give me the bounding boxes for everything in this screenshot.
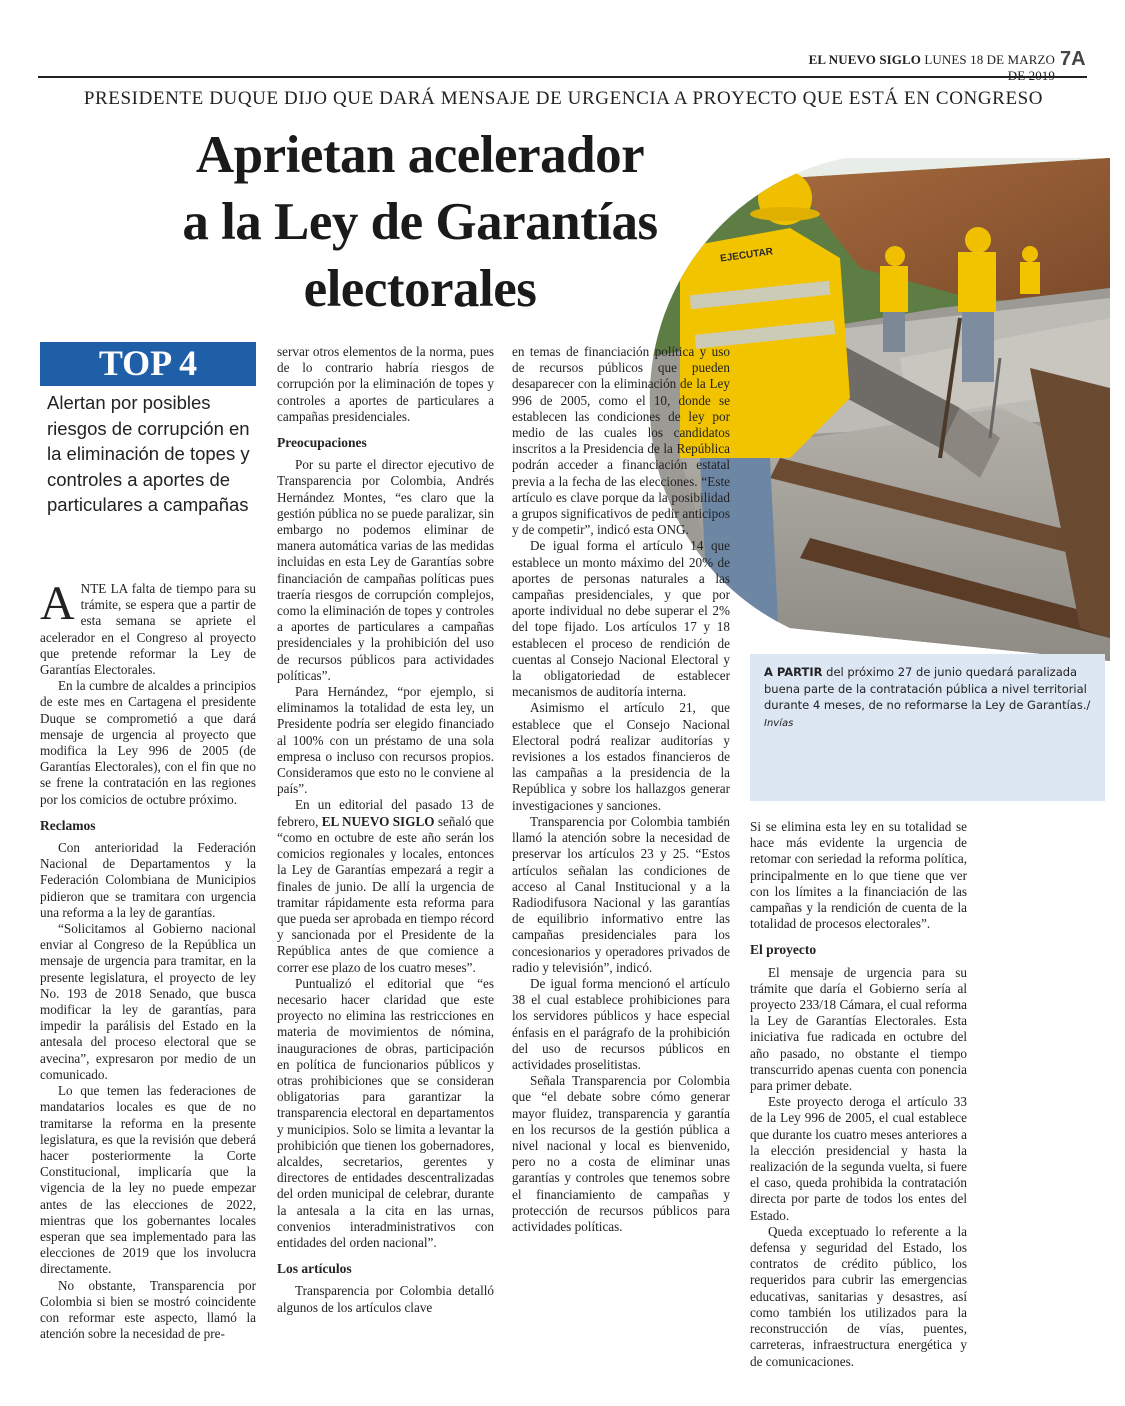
paragraph: Lo que temen las federaciones de mandatarios locales es que de no tramitarse la reforma en la presente legislatura, es que la revisión que deberá hacer posteriormente la Corte Constitucional, implicaría que la vigencia de la ley no puede empezar antes de las elecciones de 2022, mientras que los gobernantes locales esperan que sea implementado para las elecciones de 2019 que los involucra directamente. [40,1083,256,1277]
paragraph: Señala Transparencia por Colombia que “el debate sobre cómo generar mayor fluidez, transparencia y garantía en los recursos de la gestión pública a nivel nacional y local es bienvenido, pero no a costa de eliminar unas garantías y controles que tenemos sobre el financiamiento de campañas y protección de recursos públicos para actividades políticas. [512,1073,730,1234]
headline-line-1: Aprietan acelerador [195,126,645,184]
caption-body: del próximo 27 de junio quedará paralizada buena parte de la contratación pública a nivel territorial durante 4 meses, de no reformarse la Ley de Garantías./ [764,665,1091,712]
paragraph: Queda exceptuado lo referente a la defensa y seguridad del Estado, los contratos de crédito público, los requeridos para cubrir las emergencias educativas, sanitarias y desastres, así como también los utilizados para la reconstrucción de vías, puentes, carreteras, infraestructura energética y de comunicaciones. [750,1223,967,1369]
kicker: PRESIDENTE DUQUE DIJO QUE DARÁ MENSAJE DE URGENCIA A PROYECTO QUE ESTÁ EN CONGRESO [83,88,1044,109]
subheading-preocupaciones: Preocupaciones [277,435,367,451]
paragraph: Para Hernández, “por ejemplo, si eliminamos la totalidad de esta ley, un Presidente podría ser elegido financiado al 100% con un préstamo de una sola empresa o incluso con recursos propios. Consideramos que esto no le conviene al país”. [277,684,494,797]
lead-words: NTE LA [80,581,128,596]
article-column-2 [277,344,494,1316]
page-number: 7A [1060,48,1086,70]
subheading-reclamos: Reclamos [40,817,96,833]
issue-date: LUNES 18 DE MARZO [924,52,1055,67]
paragraph: No obstante, Transparencia por Colombia si bien se mostró coincidente con reformar este aspecto, llamó la atención sobre la necesidad de pre- [40,1277,256,1342]
paragraph [40,577,256,678]
top4-rule [40,384,256,386]
header-rule [38,76,1087,78]
article-column-3 [512,344,730,1235]
page-header [790,52,1055,84]
paragraph: servar otros elementos de la norma, pues de lo contrario habría riesgos de corrupción por la eliminación de topes y controles a aportes de particulares a campañas presidenciales. [277,344,494,424]
paragraph: En la cumbre de alcaldes a principios de este mes en Cartagena el presidente Duque se comprometió a que dará mensaje de urgencia al proyecto que modifica la Ley 996 de 2005 (de Garantías Electorales), con el fin que no se frene la contratación en las regiones por los comicios de octubre próximo. [40,678,256,807]
paragraph [277,797,494,975]
paragraph: Este proyecto deroga el artículo 33 de la Ley 996 de 2005, el cual establece que durante los cuatro meses anteriores a la elección presidencial y hasta la realización de la segunda vuelta, si fuere el caso, queda prohibida la contratación directa por parte de todos los entes del Estado. [750,1094,967,1223]
top4-summary: Alertan por posibles riesgos de corrupción en la eliminación de topes y controles a aportes de particulares a campañas [47,392,250,515]
headline-line-3: electorales [303,260,537,318]
article-column-1 [40,577,256,1342]
paragraph-text: señaló que “como en octubre de este año serán los comicios regionales y locales, entonces la Ley de Garantías empezará a regir a finales de junio. De allí la urgencia de tramitar rápidamente esta reforma para que pueda ser aprobada en tiempo récord y sancionada por el Presidente de la República antes de que comience a correr ese plazo de los cuatro meses”. [277,813,494,975]
paragraph: El mensaje de urgencia para su trámite que daría el Gobierno sería al proyecto 233/18 Cámara, el cual reforma la Ley de Garantías Electorales. Esta iniciativa fue radicada en octubre del año pasado, no obstante el tiempo transcurrido apenas cuenta con ponencia para primer debate. [750,964,967,1094]
paragraph: en temas de financiación política y uso de recursos públicos que pueden desaparecer con la eliminación de la Ley 996 de 2005, como el 10, donde se establecen las condiciones de ley por medio de las cuales los candidatos inscritos a la Presidencia de la República podrán acceder a financiación estatal previa a la fecha de las elecciones. “Este artículo es clave porque da la posibilidad a grupos significativos de pedir anticipos y de competir”, indicó esta ONG. [512,344,730,538]
paragraph: De igual forma el artículo 14 que establece un monto máximo del 20% de aportes de personas naturales a las campañas presidenciales, y que por aporte individual no debe superar el 2% del tope fijado. Los artículos 17 y 18 establecen el proceso de rendición de cuentas al Consejo Nacional Electoral y la obligatoriedad de establecer mecanismos de auditoría interna. [512,538,730,700]
subheading-los-articulos: Los artículos [277,1261,352,1277]
vest-text: EJECUTAR [719,246,774,265]
paragraph: Puntualizó el editorial que “es necesario hacer claridad que este proyecto no elimina las restricciones en materia de movimientos de nómina, inauguraciones de obras, participación en política de funcionarios públicos y otras prohibiciones que se consideran obligatorias para garantizar la transparencia electoral en departamentos y municipios. Solo se limita a levantar la prohibición que tienen los gobernadores, alcaldes, secretarios, gerentes y directores de entidades descentralizadas del orden municipal de celebrar, durante la antesala a la cita en las urnas, convenios interadministrativos con entidades del orden nacional”. [277,975,494,1250]
paragraph: Transparencia por Colombia detalló algunos de los artículos clave [277,1283,494,1315]
paragraph: Por su parte el director ejecutivo de Transparencia por Colombia, Andrés Hernández Montes, “es claro que la gestión pública no se puede paralizar, sin embargo no podemos eliminar de manera automática varias de las medidas incluidas en esta Ley de Garantías sobre financiación de campañas políticas pues traería riesgos de corrupción complejos, como la eliminación de topes y controles a aportes de particulares a campañas presidenciales y la prohibición del uso de recursos públicos para actividades políticas”. [277,457,494,683]
subheading-el-proyecto: El proyecto [750,942,817,958]
drop-cap: A [40,577,75,630]
article-column-4 [750,819,967,1370]
caption-lead: A PARTIR [764,665,823,679]
paragraph-text: falta de tiempo para su trámite, se espera que a partir de esta semana se apriete el acelerador en el Congreso al proyecto que pretende reformar la Ley de Garantías Electorales. [40,581,256,678]
paragraph-text: En un editorial del pasado 13 de febrero, [277,797,494,829]
paragraph: Transparencia por Colombia también llamó la atención sobre la necesidad de preservar los artículos 23 y 25. “Estos artículos señalan las condiciones de acceso al Canal Institucional y a la Radiodifusora Nacional y las garantías de equilibrio informativo entre las campañas presidenciales para los concesionarios y operadores privados de radio y televisión”, indicó. [512,813,730,975]
caption-credit: Invías [764,717,794,729]
paragraph: Asimismo el artículo 21, que establece que el Consejo Nacional Electoral podrá realizar auditorías y revisiones a los estados financieros de las campañas a la presidencia de la República y sobre los hallazgos generar investigaciones y sanciones. [512,700,730,813]
newspaper-name: EL NUEVO SIGLO [808,52,922,67]
paragraph: “Solicitamos al Gobierno nacional enviar al Congreso de la República un mensaje de urgencia para tramitar, en la presente legislatura, el proyecto de ley No. 193 de 2018 Senado, que busca modificar la ley de garantías, para impedir la parálisis del Estado en la antesala del proceso electoral que se avecina”, expresaron por medio de un comunicado. [40,921,256,1082]
photo-caption [764,664,1094,732]
paragraph: Si se elimina esta ley en su totalidad se hace más evidente la urgencia de retomar con seriedad la reforma política, principalmente en lo que tiene que ver con los límites a la financiación de las campañas y la rendición de cuenta de la totalidad de procesos electorales”. [750,819,967,932]
headline-line-2: a la Ley de Garantías [182,193,658,251]
paragraph: Con anterioridad la Federación Nacional de Departamentos y la Federación Colombiana de Municipios pidieron que se tramitara con urgencia una reforma a la ley de garantías. [40,840,256,920]
paragraph: De igual forma mencionó el artículo 38 el cual establece prohibiciones para los servidores públicos y hace especial énfasis en el parágrafo de la prohibición del uso de recursos públicos en actividades proselitistas. [512,975,730,1072]
newspaper-mention: EL NUEVO SIGLO [321,813,435,829]
top4-badge: TOP 4 [40,342,256,384]
